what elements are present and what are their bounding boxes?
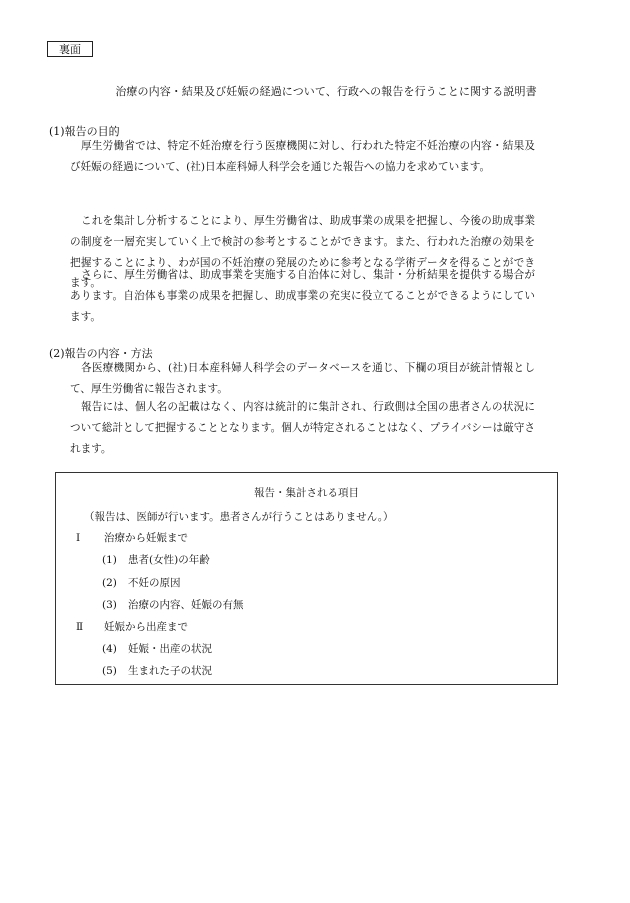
item-3-number: (3) — [102, 599, 117, 611]
group-1-heading — [76, 530, 188, 545]
section-2-paragraph-1: 各医療機関から、(社)日本産科婦人科学会のデータベースを通じ、下欄の項目が統計情報として、厚生労働省に報告されます。 — [70, 362, 535, 395]
section-2-paragraph-2: 報告には、個人名の記載はなく、内容は統計的に集計され、行政側は全国の患者さんの状況について総計として把握することとなります。個人が特定されることはなく、プライバシーは厳守されます。 — [70, 401, 535, 455]
reverse-side-tag: 裏面 — [47, 41, 93, 57]
item-2-label: 不妊の原因 — [128, 577, 181, 589]
section-1-paragraph-1: 厚生労働省では、特定不妊治療を行う医療機関に対し、行われた特定不妊治療の内容・結果及び妊娠の経過について、(社)日本産科婦人科学会を通じた報告への協力を求めています。 — [70, 140, 535, 173]
item-3-label: 治療の内容、妊娠の有無 — [128, 599, 244, 611]
group-1-number: Ⅰ — [76, 532, 81, 544]
items-box-note: （報告は、医師が行います。患者さんが行うことはありません。） — [84, 511, 394, 523]
item-5-number: (5) — [102, 665, 117, 677]
item-4-number: (4) — [102, 643, 117, 655]
reported-items-box — [55, 472, 558, 685]
group-2-number: Ⅱ — [76, 621, 84, 633]
item-4-label: 妊娠・出産の状況 — [128, 643, 212, 655]
document-title: 治療の内容・結果及び妊娠の経過について、行政への報告を行うことに関する説明書 — [115, 85, 537, 98]
group-2-heading — [76, 619, 188, 634]
items-box-title: 報告・集計される項目 — [254, 487, 359, 499]
item-1-label: 患者(女性)の年齢 — [128, 554, 210, 566]
section-1-heading: (1)報告の目的 — [49, 125, 120, 138]
item-5-label: 生まれた子の状況 — [128, 665, 212, 677]
section-2-heading: (2)報告の内容・方法 — [49, 347, 153, 360]
group-2-label: 妊娠から出産まで — [104, 621, 188, 633]
item-4 — [102, 641, 212, 656]
item-1-number: (1) — [102, 554, 117, 566]
group-1-label: 治療から妊娠まで — [104, 532, 188, 544]
section-1-paragraph-2: これを集計し分析することにより、厚生労働省は、助成事業の成果を把握し、今後の助成事業の制度を一層充実していく上で検討の参考とすることができます。また、行われた治療の効果を把握することにより、わが国の不妊治療の発展のために参考となる学術データを得ることができます。 — [70, 215, 535, 290]
section-1-paragraph-3: さらに、厚生労働省は、助成事業を実施する自治体に対し、集計・分析結果を提供する場合があります。自治体も事業の成果を把握し、助成事業の充実に役立てることができるようにしています。 — [70, 269, 535, 323]
item-1 — [102, 552, 210, 567]
item-2-number: (2) — [102, 577, 117, 589]
item-5 — [102, 663, 212, 678]
item-3 — [102, 597, 244, 612]
item-2 — [102, 575, 181, 590]
